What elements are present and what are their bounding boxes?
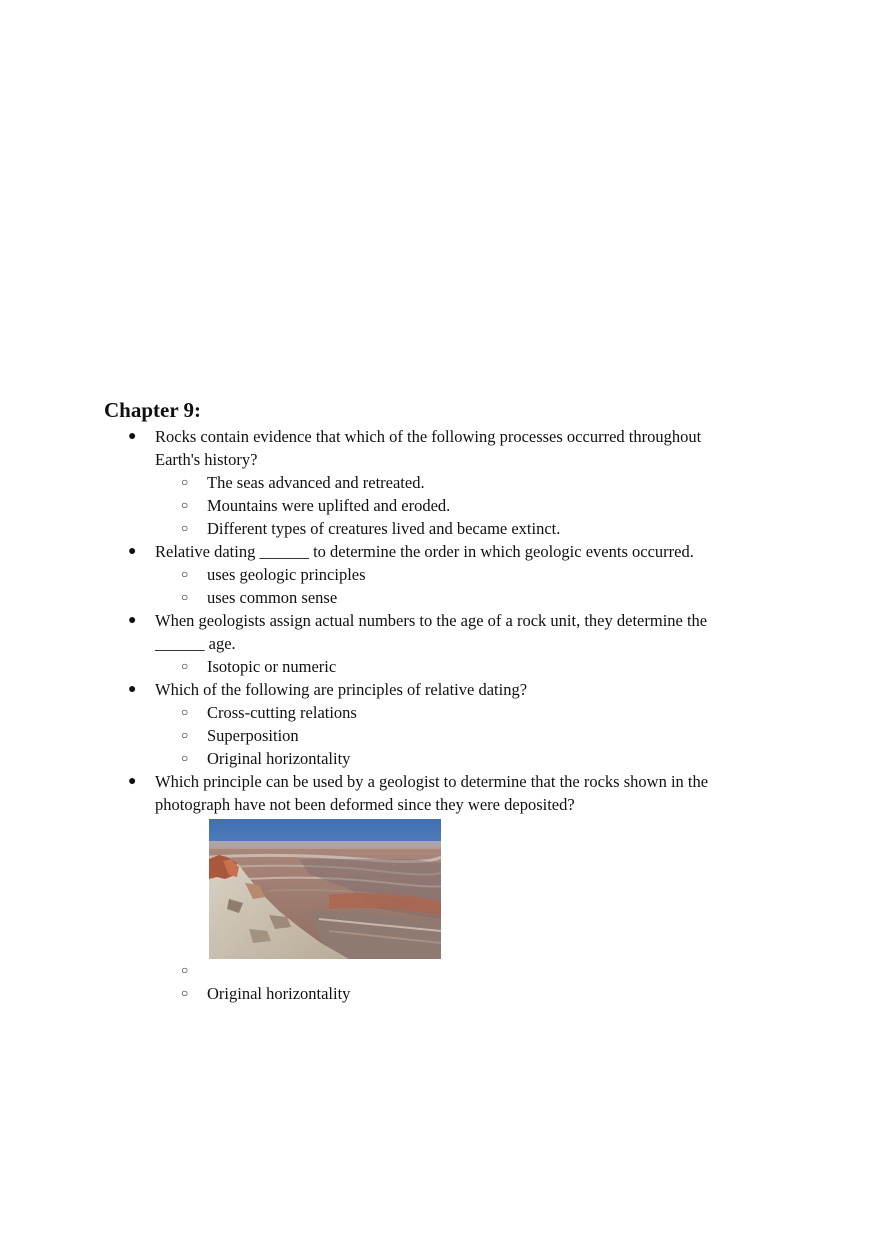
answer-text: Mountains were uplifted and eroded. xyxy=(207,496,451,515)
question-item xyxy=(0,425,880,471)
open-bullet-icon: ○ xyxy=(181,728,189,742)
answer-item-empty xyxy=(0,959,880,982)
answer-text: uses common sense xyxy=(207,588,338,607)
question-text: Which principle can be used by a geologist to determine that the rocks shown in the photograph have not been deformed since they were deposited? xyxy=(155,772,709,814)
answer-text: Isotopic or numeric xyxy=(207,657,337,676)
open-bullet-icon: ○ xyxy=(181,590,189,604)
answer-item xyxy=(0,494,880,517)
answer-text: The seas advanced and retreated. xyxy=(207,473,425,492)
question-list xyxy=(0,425,880,1005)
filled-bullet-icon: ● xyxy=(128,544,137,559)
answer-text: uses geologic principles xyxy=(207,565,366,584)
question-item xyxy=(0,540,880,563)
question-text: Which of the following are principles of relative dating? xyxy=(155,680,528,699)
answer-text: Different types of creatures lived and became extinct. xyxy=(207,519,561,538)
answer-item xyxy=(0,701,880,724)
answer-text: Original horizontality xyxy=(207,984,351,1003)
chapter-heading: Chapter 9: xyxy=(104,398,202,422)
answer-item xyxy=(0,471,880,494)
open-bullet-icon: ○ xyxy=(181,751,189,765)
canyon-photograph xyxy=(209,819,441,959)
question-text: Relative dating ______ to determine the order in which geologic events occurred. xyxy=(155,542,694,561)
open-bullet-icon: ○ xyxy=(181,475,189,489)
canyon-photograph-container xyxy=(0,819,880,959)
answer-text: Original horizontality xyxy=(207,749,351,768)
filled-bullet-icon: ● xyxy=(128,682,137,697)
answer-item xyxy=(0,982,880,1005)
open-bullet-icon: ○ xyxy=(181,567,189,581)
answer-item xyxy=(0,724,880,747)
open-bullet-icon: ○ xyxy=(181,986,189,1000)
question-text: Rocks contain evidence that which of the following processes occurred throughout Earth's history? xyxy=(155,427,702,469)
answer-item xyxy=(0,563,880,586)
answer-item xyxy=(0,655,880,678)
open-bullet-icon: ○ xyxy=(181,963,189,977)
answer-item xyxy=(0,586,880,609)
filled-bullet-icon: ● xyxy=(128,774,137,789)
open-bullet-icon: ○ xyxy=(181,521,189,535)
filled-bullet-icon: ● xyxy=(128,429,137,444)
question-item xyxy=(0,609,880,655)
answer-text: Superposition xyxy=(207,726,299,745)
filled-bullet-icon: ● xyxy=(128,613,137,628)
open-bullet-icon: ○ xyxy=(181,705,189,719)
answer-text: Cross-cutting relations xyxy=(207,703,357,722)
answer-item xyxy=(0,747,880,770)
open-bullet-icon: ○ xyxy=(181,498,189,512)
question-item xyxy=(0,770,880,816)
question-item xyxy=(0,678,880,701)
answer-item xyxy=(0,517,880,540)
open-bullet-icon: ○ xyxy=(181,659,189,673)
question-text: When geologists assign actual numbers to the age of a rock unit, they determine the ______ age. xyxy=(155,611,708,653)
